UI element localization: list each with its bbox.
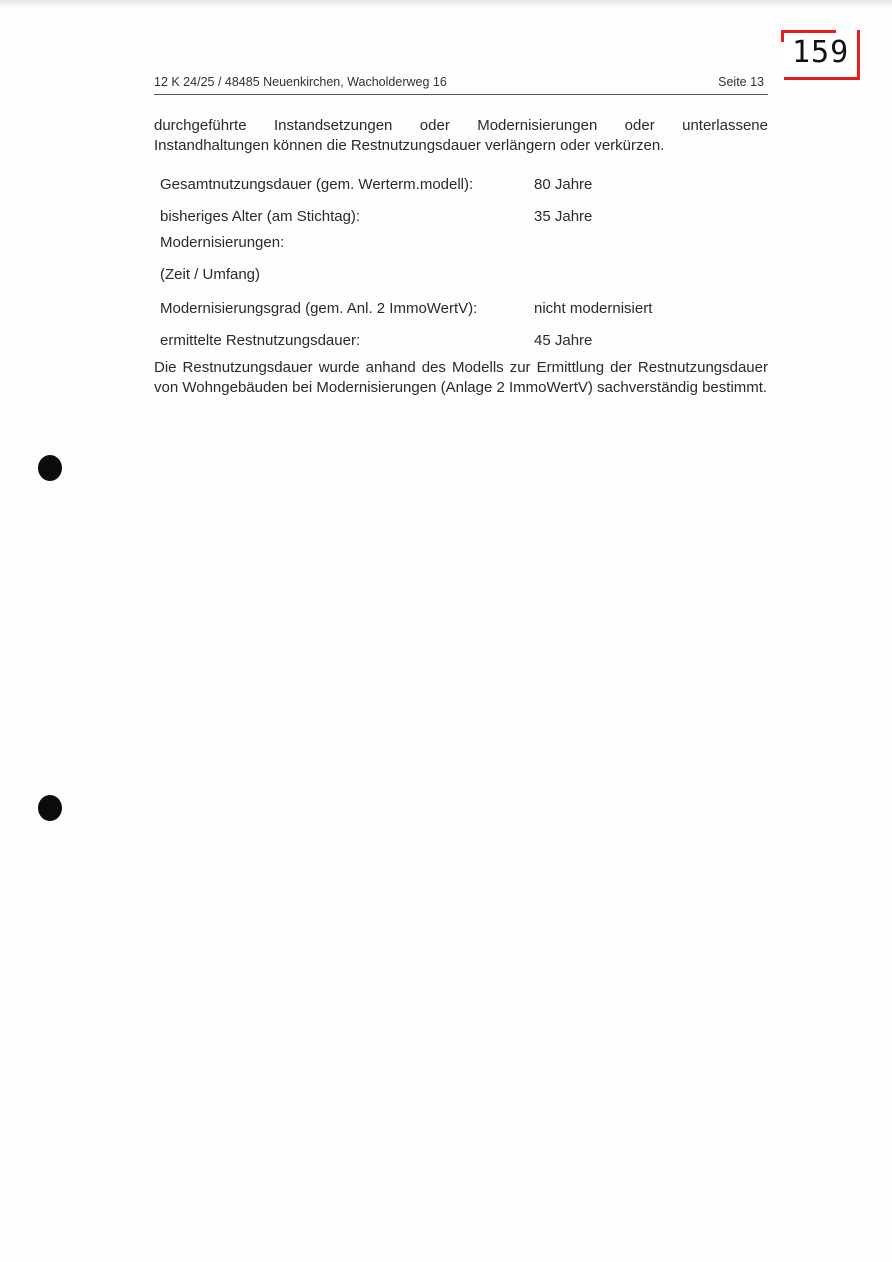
row-value-modernisation-degree: nicht modernisiert <box>534 300 653 317</box>
row-label-modernisations: Modernisierungen: <box>160 234 285 251</box>
conclusion-paragraph: Die Restnutzungsdauer wurde anhand des Modells zur Ermittlung der Restnutzungsdauer von Wohngebäuden bei Modernisierungen (Anlage 2 ImmoWertV) sachverständig bestimmt. <box>154 359 768 396</box>
punch-hole-mark <box>38 795 62 821</box>
row-label-total-life: Gesamtnutzungsdauer (gem. Werterm.modell): <box>160 176 474 193</box>
scan-edge-shadow <box>0 0 892 8</box>
row-value-time-scope <box>534 265 760 297</box>
case-reference: 12 K 24/25 / 48485 Neuenkirchen, Wacholderweg 16 <box>154 75 447 89</box>
row-value-remaining-life: 45 Jahre <box>534 332 593 349</box>
page-label: Seite 13 <box>718 75 764 89</box>
intro-paragraph: durchgeführte Instandsetzungen oder Modernisierungen oder unterlassene Instandhaltungen können die Restnutzungsdauer verlängern oder verkürzen. <box>154 117 768 154</box>
useful-life-table <box>160 172 760 363</box>
table-row <box>160 297 760 331</box>
row-label-age: bisheriges Alter (am Stichtag): <box>160 208 361 225</box>
row-label-remaining-life: ermittelte Restnutzungsdauer: <box>160 332 361 349</box>
row-value-age: 35 Jahre <box>534 208 593 225</box>
row-value-modernisations <box>534 233 760 265</box>
table-row <box>160 172 760 207</box>
running-header <box>154 74 768 95</box>
table-row <box>160 233 760 265</box>
table-row <box>160 207 760 233</box>
table-row <box>160 265 760 297</box>
punch-hole-mark <box>38 455 62 481</box>
row-value-total-life: 80 Jahre <box>534 176 593 193</box>
row-label-time-scope: (Zeit / Umfang) <box>160 266 261 283</box>
page-number-stamp <box>784 30 860 80</box>
page-number-stamp-value: 159 <box>792 35 850 70</box>
row-label-modernisation-degree: Modernisierungsgrad (gem. Anl. 2 ImmoWertV): <box>160 300 478 317</box>
